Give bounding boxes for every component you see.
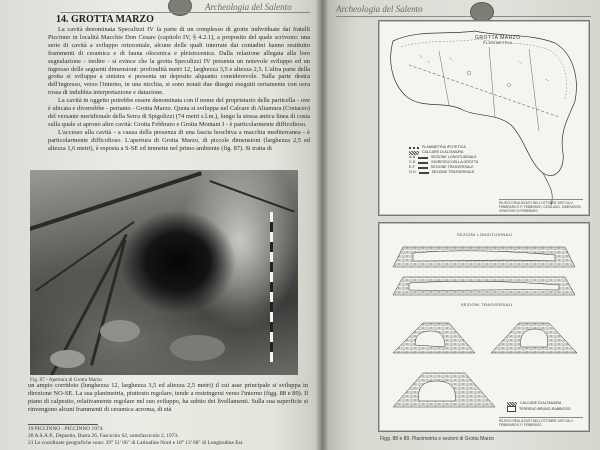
photo-caption: Fig. 87 - Apertura di Grotta Marzo <box>30 377 102 383</box>
running-head-emblem <box>168 0 192 16</box>
scale-bar <box>270 212 273 362</box>
footnote: 19 PICCINNO - PICCINNO 1974. <box>28 426 104 432</box>
running-head-rule <box>336 16 591 17</box>
cave-sections-drawing <box>379 223 589 431</box>
footnote-rule <box>28 424 98 425</box>
sections-transversal-label: SEZIONI TRASVERSALI <box>461 303 513 307</box>
cave-entrance-photo <box>30 170 298 375</box>
cave-plan-drawing <box>379 21 589 215</box>
book-gutter <box>315 0 329 450</box>
body-text-top <box>48 26 310 168</box>
paragraph: L'accesso alla cavità - a causa della presenza di una fascia boschiva a macchia mediterranea - è particolarmente difficoltoso. L'apertura di Grotta Marzo, di piccole dimensioni (larghezza 2,5 ed altezza 1,6 metri), è esposta a S-SE ed immette nel primo ambiente (fig. 87). Si tratta di <box>48 128 310 152</box>
footnotes <box>28 426 308 447</box>
paragraph: La cavità in oggetto potrebbe essere denominata con il nome del proprietario della particella - ove è ubicata e diverrebbe - pertanto - Grotta Marzo. Quota si sviluppa nel Calcare di Altamura (Cretaceo) del versante meridionale della Serra di Spigolizzi (74 metri s.l.m.), lungo la stessa antica linea di costa sulla quale si aprono altre cavità: Grotta Febbraro e Grotta Montani I - è particolarmente difficoltoso. <box>48 97 310 128</box>
running-head-right: Archeologia del Salento <box>336 4 423 14</box>
plan-title: GROTTA MARZO <box>475 35 521 41</box>
right-page <box>322 0 600 450</box>
running-head-rule <box>60 12 310 13</box>
footnote: 20 A.S.A.P., Deposito, Busta 26, Fascicolo 62, sottofascicolo 2, 1973. <box>28 433 179 439</box>
sections-longitudinal-label: SEZIONI LONGITUDINALI <box>457 233 513 237</box>
cave-plan-figure <box>378 20 590 216</box>
figure-caption: Figg. 88 e 89. Planimetria e sezioni di Grotta Marzo <box>380 436 494 442</box>
paragraph: un ampio corridoio (lunghezza 12, larghezza 3,5 ed altezza 2,5 metri) il cui asse principale si sviluppa in direzione NO-SE. La sua planimetria, piuttosto regolare, tende a restringersi verso l'interno (figg. 88 e 89). Il piano di calpestio, relativamente regolare nel suo sviluppo, ha subito dei livellamenti. Sulla sua superficie si rinvengono alcuni frammenti di ceramica acroma, di età <box>28 382 308 413</box>
footnote: 21 Le coordinate geografiche sono: 39° 51' 06" di Latitudine Nord e 18° 13' 08" di Longitudine Est. <box>28 440 244 446</box>
sections-legend: CALCARE DI ALTAMURA TERRENO BRUNO-RABBIOSO <box>507 401 571 412</box>
chapter-title: 14. GROTTA MARZO <box>56 14 154 25</box>
running-head-emblem <box>470 2 494 22</box>
body-text-bottom <box>28 382 308 420</box>
plan-titleblock: RILIEVO REALIZZATO NELL'OTTOBRE 1997 DA V. FEBBRARO E P. FEBBRARO, CATALANO, DIMENSIONI GRAFICHE DI FEBBRARO <box>499 199 583 213</box>
plan-legend: PLANIMETRIA IPOTETICA CALCARE DI ALTAMURA A-B SEZIONE LONGITUDINALE C-D INGRESSO DELLA GROTTA E-F SEZIONE TRASVERSALE G-H SEZIONE TRASVERSALE <box>409 145 479 174</box>
cave-sections-figure <box>378 222 590 432</box>
plan-subtitle: PLANIMETRIA <box>483 41 513 45</box>
sections-titleblock: RILIEVO REALIZZATO NELL'OTTOBRE 1997 DA V. FEBBRARO E P. FEBBRARO <box>499 417 583 427</box>
paragraph: La cavità denominata Speculizzi IV fa parte di un complesso di grotte individuate dai fratelli Piccinno in località Macchie Don Cesare (capitolo IV, § 4.2.1), a proposito del quale scrivono: una serie di cavità a sviluppo orizzontale, alcune delle quali interrate dai contadini hanno restituito frammenti di ceramica e di fauna olocenica e pleistocenica. Dalla relazione allegata alla loro segnalazione - inoltre - si evince che la grotta Speculizzi IV presenta un notevole sviluppo ed un ingresso delle seguenti dimensioni: profondità metri 12, larghezza 3,5 e altezza 2,5. L'altra parte della grotta si sviluppa a sinistra e presenta un deposito alquanto considerevole. Sulla parte destra dell'ingresso, verso l'interno, in una nicchia, si sono notati due disegni eseguiti certamente con ocra rossa di indubbia interpretazione e datazione. <box>48 26 310 97</box>
running-head-left: Archeologia del Salento <box>205 2 292 12</box>
